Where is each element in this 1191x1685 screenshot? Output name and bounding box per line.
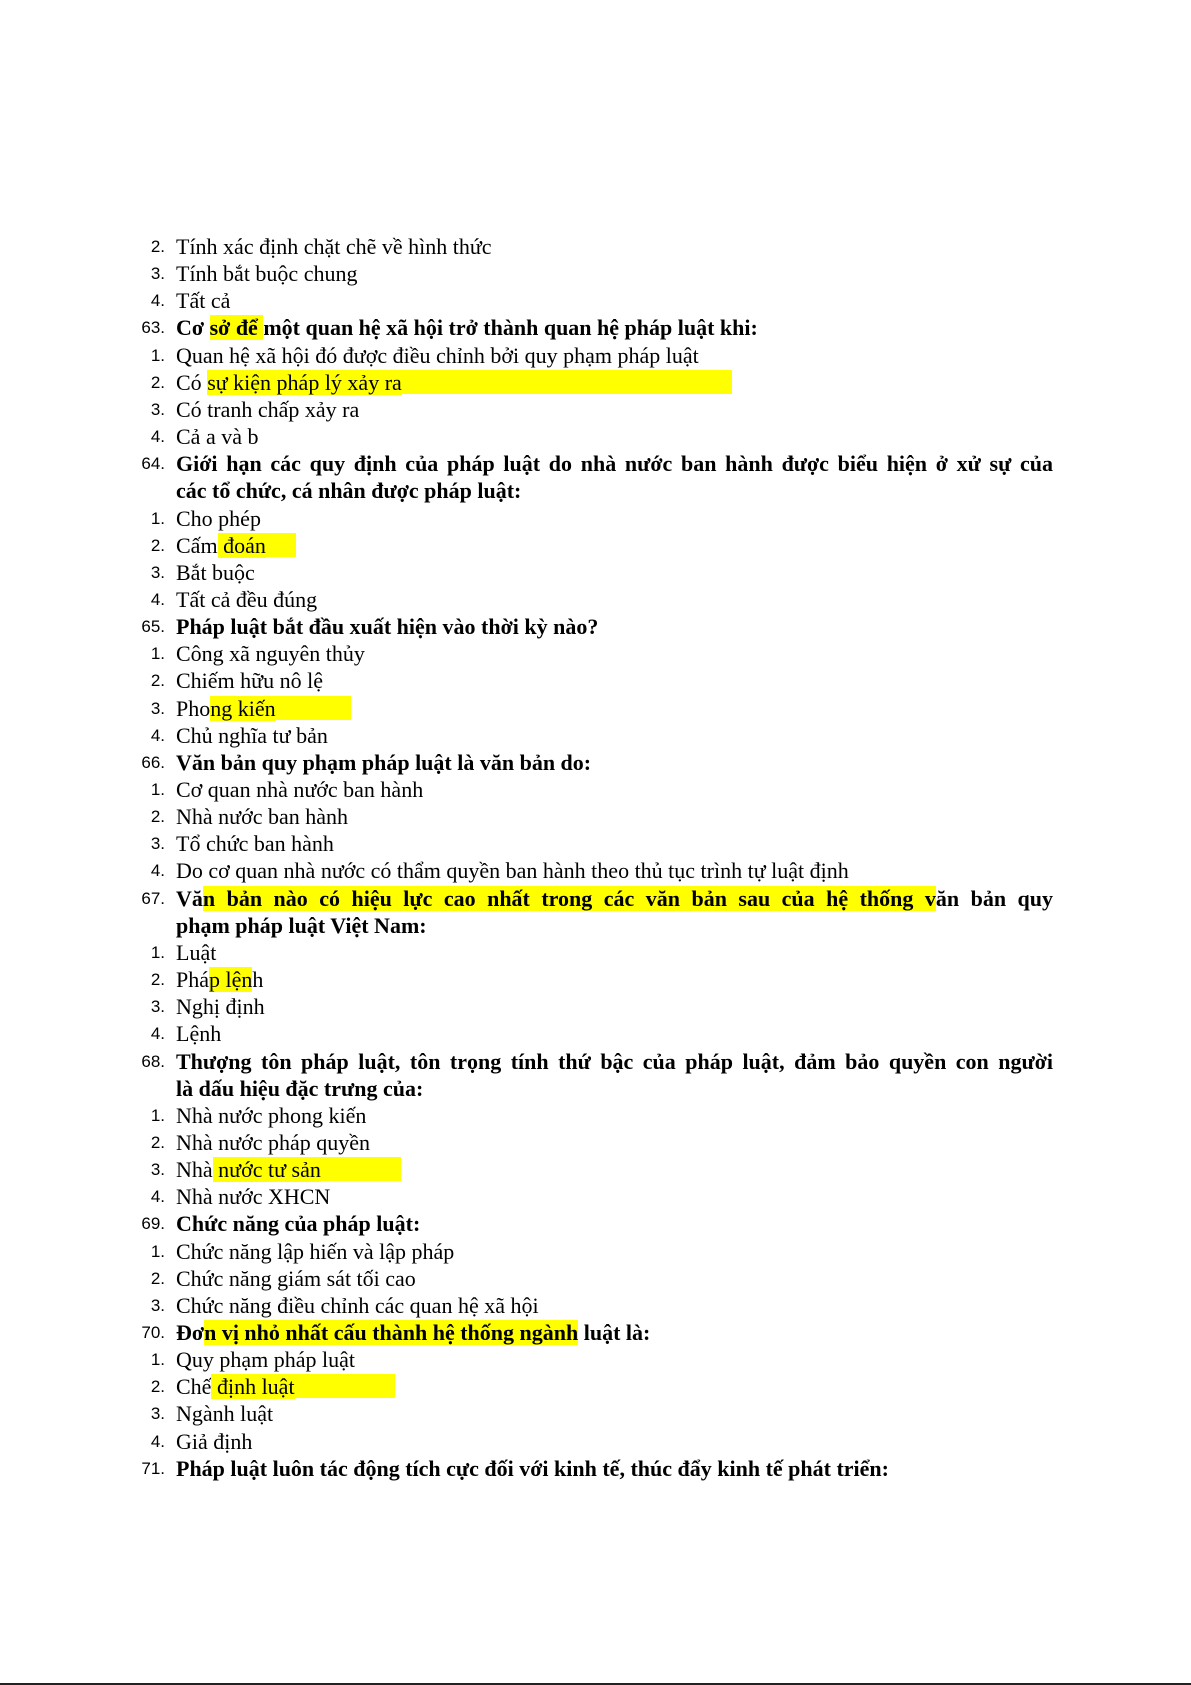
answer-option: [0, 369, 1191, 396]
text-segment: Pháp luật bắt đầu xuất hiện vào thời kỳ nào?: [176, 614, 599, 640]
item-number: 4.: [150, 1187, 165, 1207]
item-number: 3.: [150, 264, 165, 284]
question-text: [176, 1455, 889, 1482]
question-line: [0, 912, 1191, 939]
text-segment: Cơ quan nhà nước ban hành: [176, 777, 424, 802]
text-segment: Đơ: [176, 1320, 205, 1345]
text-segment: Lệnh: [176, 1021, 222, 1047]
item-number: 71.: [141, 1458, 165, 1478]
item-number: 1.: [150, 1105, 165, 1125]
option-text: [176, 287, 230, 314]
text-segment: Chức năng giám sát tối cao: [176, 1265, 416, 1291]
text-segment: Ngành luật: [176, 1401, 274, 1427]
text-segment: Quy phạm pháp luật: [176, 1347, 356, 1373]
item-number: 69.: [141, 1214, 165, 1234]
item-number: 4.: [150, 861, 165, 881]
item-number: 4.: [150, 1024, 165, 1044]
option-text: [176, 1238, 454, 1265]
option-text: [176, 830, 334, 857]
answer-option: [0, 559, 1191, 586]
text-segment: Pho: [176, 695, 211, 721]
answer-option: [0, 1102, 1191, 1129]
item-number: 1.: [150, 1350, 165, 1370]
option-text: [176, 667, 323, 694]
answer-option: [0, 722, 1191, 749]
answer-option: [0, 1238, 1191, 1265]
question-line: [0, 1075, 1191, 1102]
text-segment: ăn bản quy: [935, 885, 1053, 911]
option-text: [176, 695, 351, 722]
text-segment: Phá: [176, 967, 209, 993]
answer-option: [0, 1129, 1191, 1156]
item-number: 2.: [150, 807, 165, 827]
option-text: [176, 1400, 273, 1427]
highlighted-text: ng kiến: [210, 695, 276, 721]
item-number: 4.: [150, 1431, 165, 1451]
answer-option: [0, 260, 1191, 287]
text-segment: Cả a và b: [176, 424, 259, 450]
highlight-trail: [295, 1374, 395, 1398]
option-text: [176, 342, 699, 369]
highlighted-text: n bản nào có hiệu lực cao nhất trong các văn bản sau của hệ thống v: [202, 885, 936, 911]
text-segment: Luật: [176, 939, 217, 965]
question-line: [0, 1455, 1191, 1482]
answer-option: [0, 1265, 1191, 1292]
highlighted-text: nước tư sản: [212, 1157, 321, 1183]
item-number: 68.: [141, 1051, 165, 1071]
answer-option: [0, 396, 1191, 423]
answer-option: [0, 287, 1191, 314]
option-text: [176, 640, 365, 667]
highlighted-text: sự kiện pháp lý xảy ra: [207, 369, 402, 395]
answer-option: [0, 233, 1191, 260]
item-number: 4.: [150, 725, 165, 745]
question-text: [176, 1048, 1053, 1075]
question-text: [176, 1319, 650, 1346]
text-segment: Quan hệ xã hội đó được điều chỉnh bởi quy phạm pháp luật: [176, 342, 699, 368]
item-number: 65.: [141, 617, 165, 637]
answer-option: [0, 532, 1191, 559]
text-segment: Vă: [176, 885, 203, 911]
question-text: [176, 912, 427, 939]
question-line: [0, 613, 1191, 640]
answer-option: [0, 993, 1191, 1020]
item-number: 67.: [141, 888, 165, 908]
highlighted-text: đoán: [217, 532, 266, 558]
answer-option: [0, 966, 1191, 993]
text-segment: Thượng tôn pháp luật, tôn trọng tính thứ bậc của pháp luật, đảm bảo quyền con người: [176, 1048, 1053, 1074]
option-text: [176, 1265, 416, 1292]
item-number: 1.: [150, 508, 165, 528]
highlighted-text: sở để: [209, 315, 264, 341]
text-segment: Bắt buộc: [176, 559, 255, 585]
text-segment: Nhà: [176, 1157, 213, 1183]
answer-option: [0, 1183, 1191, 1210]
text-segment: Nghị định: [176, 994, 265, 1020]
text-segment: Nhà nước phong kiến: [176, 1102, 367, 1128]
question-text: [176, 1075, 423, 1102]
option-text: [176, 803, 348, 830]
item-number: 2.: [150, 372, 165, 392]
item-number: 63.: [141, 318, 165, 338]
highlight-trail: [402, 370, 732, 394]
answer-option: [0, 342, 1191, 369]
text-segment: các tổ chức, cá nhân được pháp luật:: [176, 478, 522, 504]
text-segment: Chức năng lập hiến và lập pháp: [176, 1238, 455, 1264]
item-number: 64.: [141, 454, 165, 474]
option-text: [176, 1183, 330, 1210]
answer-option: [0, 586, 1191, 613]
item-number: 2.: [150, 535, 165, 555]
item-number: 2.: [150, 1268, 165, 1288]
item-number: 3.: [150, 1160, 165, 1180]
question-text: [176, 450, 1053, 477]
question-line: [0, 450, 1191, 477]
answer-option: [0, 1292, 1191, 1319]
highlight-trail: [276, 696, 351, 720]
option-text: [176, 532, 296, 559]
text-segment: Tính xác định chặt chẽ về hình thức: [176, 234, 492, 259]
item-number: 3.: [150, 997, 165, 1017]
text-segment: một quan hệ xã hội trở thành quan hệ pháp luật khi:: [263, 315, 758, 341]
item-number: 4.: [150, 427, 165, 447]
question-line: [0, 749, 1191, 776]
highlighted-text: p lện: [209, 967, 253, 993]
text-segment: Có: [176, 369, 208, 395]
answer-option: [0, 667, 1191, 694]
item-number: 2.: [150, 1377, 165, 1397]
option-text: [176, 722, 328, 749]
item-number: 1.: [150, 644, 165, 664]
item-number: 3.: [150, 399, 165, 419]
text-segment: luật là:: [578, 1320, 651, 1345]
answer-option: [0, 830, 1191, 857]
text-segment: Chức năng của pháp luật:: [176, 1211, 421, 1237]
item-number: 2.: [150, 1132, 165, 1152]
answer-option: [0, 776, 1191, 803]
text-segment: Giả định: [176, 1428, 253, 1454]
option-text: [176, 939, 216, 966]
option-text: [176, 423, 258, 450]
question-text: [176, 1210, 420, 1237]
highlighted-text: định luật: [211, 1374, 295, 1400]
option-text: [176, 233, 492, 260]
answer-option: [0, 1428, 1191, 1455]
highlight-trail: [321, 1157, 401, 1181]
text-segment: h: [252, 967, 264, 993]
text-segment: Công xã nguyên thủy: [176, 641, 365, 667]
text-segment: Cho phép: [176, 505, 261, 531]
item-number: 1.: [150, 1241, 165, 1261]
option-text: [176, 1156, 401, 1183]
option-text: [176, 1292, 539, 1319]
question-line: [0, 885, 1191, 912]
text-segment: Nhà nước ban hành: [176, 804, 349, 830]
text-segment: Chức năng điều chỉnh các quan hệ xã hội: [176, 1292, 539, 1318]
text-segment: Tất cả: [176, 288, 231, 314]
answer-option: [0, 640, 1191, 667]
text-segment: phạm pháp luật Việt Nam:: [176, 912, 427, 938]
question-text: [176, 314, 758, 341]
item-number: 70.: [141, 1323, 165, 1342]
text-segment: Văn bản quy phạm pháp luật là văn bản do:: [176, 749, 592, 775]
text-segment: Pháp luật luôn tác động tích cực đối với kinh tế, thúc đẩy kinh tế phát triển:: [176, 1455, 889, 1481]
answer-option: [0, 1346, 1191, 1373]
question-line: [0, 477, 1191, 504]
answer-option: [0, 505, 1191, 532]
question-text: [176, 749, 591, 776]
option-text: [176, 369, 732, 396]
option-text: [176, 966, 263, 993]
question-line: [0, 1210, 1191, 1237]
item-number: 1.: [150, 780, 165, 799]
option-text: [176, 776, 423, 803]
question-line: [0, 1048, 1191, 1075]
item-number: 3.: [150, 834, 165, 854]
option-text: [176, 1428, 252, 1455]
answer-option: [0, 423, 1191, 450]
answer-option: [0, 1400, 1191, 1427]
item-number: 3.: [150, 562, 165, 582]
text-segment: Chủ nghĩa tư bản: [176, 722, 328, 748]
option-text: [176, 1373, 395, 1400]
text-segment: Nhà nước pháp quyền: [176, 1129, 371, 1155]
answer-option: [0, 857, 1191, 884]
option-text: [176, 857, 849, 884]
option-text: [176, 1020, 221, 1047]
option-text: [176, 396, 359, 423]
text-segment: là dấu hiệu đặc trưng của:: [176, 1075, 424, 1101]
item-number: 2.: [150, 671, 165, 691]
text-segment: Chiếm hữu nô lệ: [176, 668, 323, 694]
text-segment: Chế: [176, 1374, 212, 1400]
item-number: 3.: [150, 698, 165, 718]
text-segment: Giới hạn các quy định của pháp luật do nhà nước ban hành được biểu hiện ở xử sự của: [176, 451, 1053, 477]
answer-option: [0, 939, 1191, 966]
question-line: [0, 314, 1191, 341]
item-number: 4.: [150, 291, 165, 311]
item-number: 4.: [150, 589, 165, 609]
answer-option: [0, 1020, 1191, 1047]
question-text: [176, 477, 521, 504]
highlight-trail: [266, 533, 296, 557]
item-number: 2.: [150, 970, 165, 990]
option-text: [176, 505, 261, 532]
answer-option: [0, 695, 1191, 722]
text-segment: Tất cả đều đúng: [176, 586, 318, 612]
question-line: [0, 1319, 1191, 1346]
text-segment: Nhà nước XHCN: [176, 1184, 331, 1210]
item-number: 1.: [150, 942, 165, 962]
text-segment: Do cơ quan nhà nước có thẩm quyền ban hành theo thủ tục trình tự luật định: [176, 858, 849, 884]
item-number: 3.: [150, 1404, 165, 1424]
option-text: [176, 586, 317, 613]
item-number: 1.: [150, 345, 165, 365]
option-text: [176, 260, 357, 287]
text-segment: Có tranh chấp xảy ra: [176, 396, 360, 422]
highlighted-text: n vị nhỏ nhất cấu thành hệ thống ngành: [204, 1320, 579, 1345]
answer-option: [0, 1373, 1191, 1400]
item-number: 66.: [141, 752, 165, 772]
item-number: 3.: [150, 1295, 165, 1315]
text-segment: Cấm: [176, 532, 218, 558]
answer-option: [0, 1156, 1191, 1183]
question-text: [176, 885, 1053, 912]
option-text: [176, 559, 255, 586]
answer-option: [0, 803, 1191, 830]
item-number: 2.: [150, 237, 165, 256]
text-segment: Tổ chức ban hành: [176, 831, 334, 857]
option-text: [176, 1102, 366, 1129]
text-segment: Tính bắt buộc chung: [176, 261, 358, 287]
option-text: [176, 1129, 370, 1156]
option-text: [176, 1346, 355, 1373]
question-text: [176, 613, 598, 640]
option-text: [176, 993, 265, 1020]
text-segment: Cơ: [176, 315, 210, 341]
